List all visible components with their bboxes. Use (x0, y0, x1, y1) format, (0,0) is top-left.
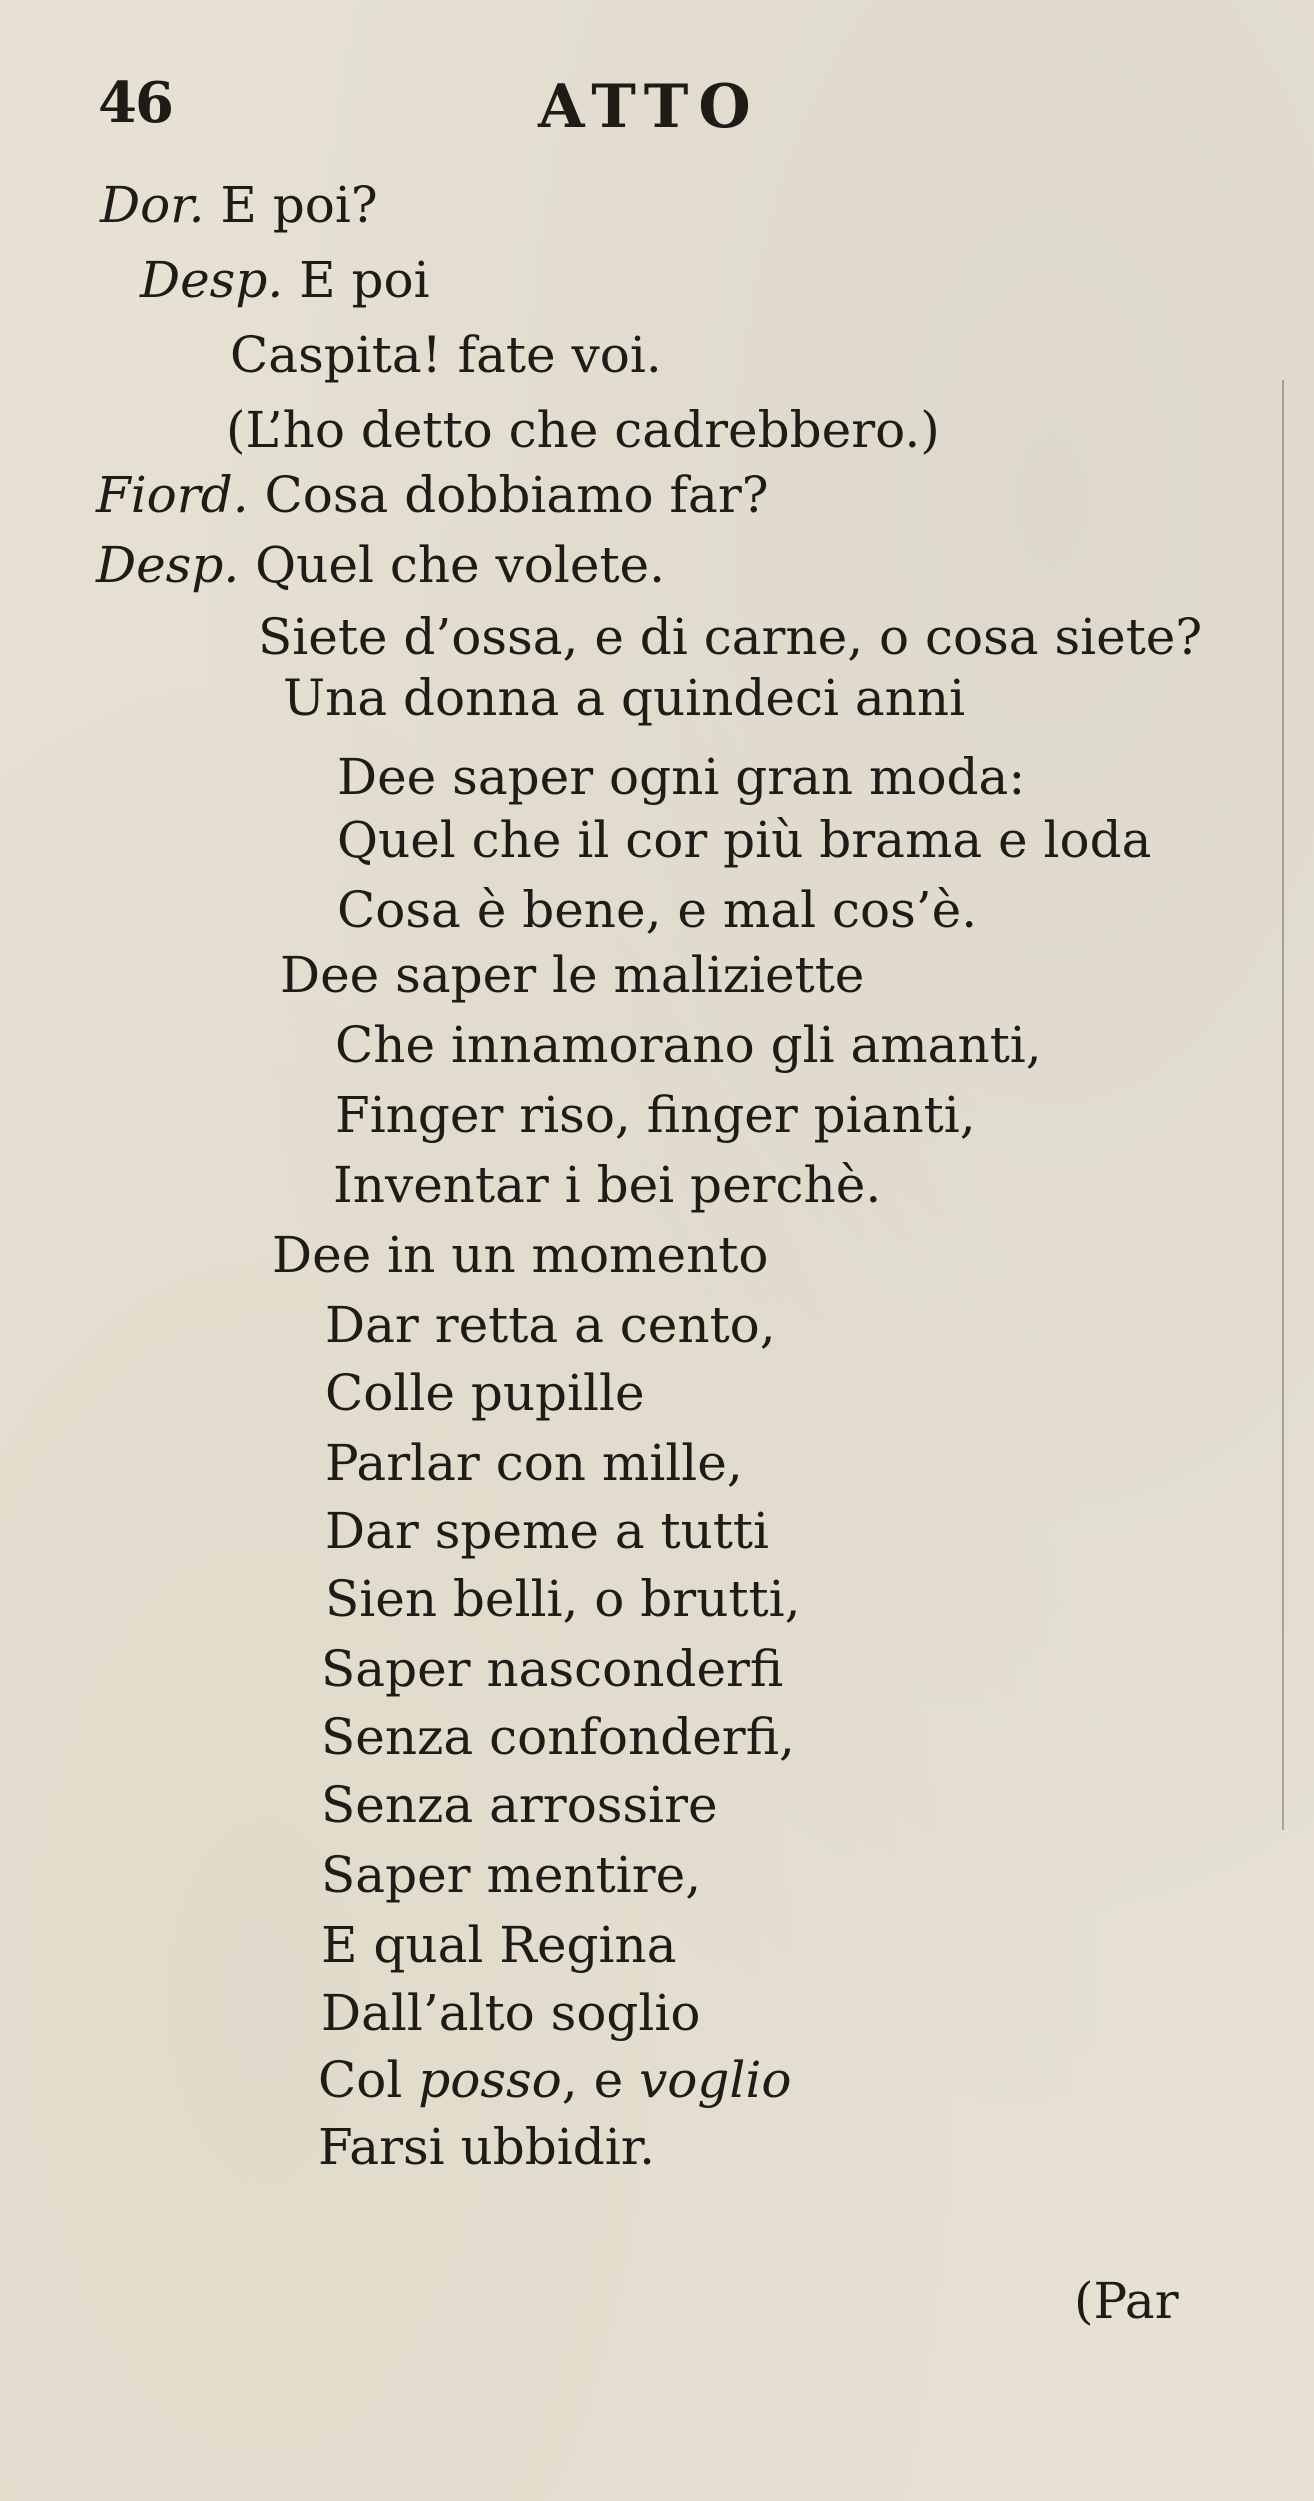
line-text: Quel che il cor più brama e loda (337, 811, 1152, 869)
verse-line (325, 1296, 776, 1354)
line-text: Dee saper le maliziette (280, 946, 865, 1004)
line-text-part: Col (318, 2051, 419, 2109)
line-text: Siete d’ossa, e di carne, o cosa siete? (258, 608, 1203, 666)
verse-line (335, 1086, 976, 1144)
speaker-label: Desp. (140, 251, 284, 309)
verse-line (226, 401, 940, 459)
verse-line (337, 881, 978, 939)
line-text: Saper mentire, (321, 1846, 702, 1904)
verse-line (325, 1502, 770, 1560)
line-text: Dee in un momento (272, 1226, 769, 1284)
line-text: (L’ho detto che cadrebbero.) (226, 401, 940, 459)
verse-line (318, 2051, 792, 2109)
verse-line (140, 251, 430, 309)
line-text: E qual Regina (321, 1916, 677, 1974)
verse-line (325, 1570, 801, 1628)
line-text: E poi? (220, 176, 378, 234)
line-text: Che innamorano gli amanti, (335, 1016, 1042, 1074)
verse-line (325, 1434, 743, 1492)
line-text: Saper nasconderfi (321, 1640, 784, 1698)
speaker-label: Fiord. (96, 466, 249, 524)
verse-line (100, 176, 378, 234)
line-text: Una donna a quindeci anni (283, 669, 966, 727)
verse-line (280, 946, 865, 1004)
line-text: Dee saper ogni gran moda: (337, 748, 1026, 806)
line-text: Cosa è bene, e mal cos’è. (337, 881, 978, 939)
verse-line (321, 1708, 795, 1766)
verse-line (321, 1846, 702, 1904)
verse-line (337, 748, 1026, 806)
line-text-part: , e (561, 2051, 640, 2109)
verse-line (321, 1640, 784, 1698)
page-edge (1282, 380, 1288, 1830)
verse-line (96, 466, 769, 524)
speaker-label: Desp. (96, 536, 240, 594)
line-text: Inventar i bei perchè. (333, 1156, 882, 1214)
verse-line (272, 1226, 769, 1284)
line-text: Cosa dobbiamo far? (264, 466, 769, 524)
verse-line (333, 1156, 882, 1214)
verse-line (337, 811, 1152, 869)
verse-line (321, 1776, 718, 1834)
line-text: Caspita! fate voi. (230, 326, 662, 384)
verse-line (283, 669, 966, 727)
line-text-italic: voglio (639, 2051, 792, 2109)
line-text: Parlar con mille, (325, 1434, 743, 1492)
verse-line (96, 536, 666, 594)
verse-line (321, 1916, 677, 1974)
line-text: Dar retta a cento, (325, 1296, 776, 1354)
page-number: 46 (98, 70, 172, 136)
line-text: Dall’alto soglio (321, 1984, 701, 2042)
line-text: Finger riso, finger pianti, (335, 1086, 976, 1144)
line-text: Quel che volete. (255, 536, 666, 594)
verse-line (335, 1016, 1042, 1074)
line-text: Senza arrossire (321, 1776, 718, 1834)
line-text: Dar speme a tutti (325, 1502, 770, 1560)
verse-line (318, 2118, 656, 2176)
line-text: E poi (299, 251, 430, 309)
line-text: Colle pupille (325, 1364, 645, 1422)
line-text-italic: posso (418, 2051, 562, 2109)
verse-line (258, 608, 1203, 666)
running-head: ATTO (538, 72, 761, 142)
speaker-label: Dor. (100, 176, 205, 234)
line-text: Senza confonderfi, (321, 1708, 795, 1766)
verse-line (325, 1364, 645, 1422)
verse-line (230, 326, 662, 384)
verse-line (321, 1984, 701, 2042)
line-text: Sien belli, o brutti, (325, 1570, 801, 1628)
line-text: Farsi ubbidir. (318, 2118, 656, 2176)
catchword: (Par (1074, 2272, 1179, 2330)
